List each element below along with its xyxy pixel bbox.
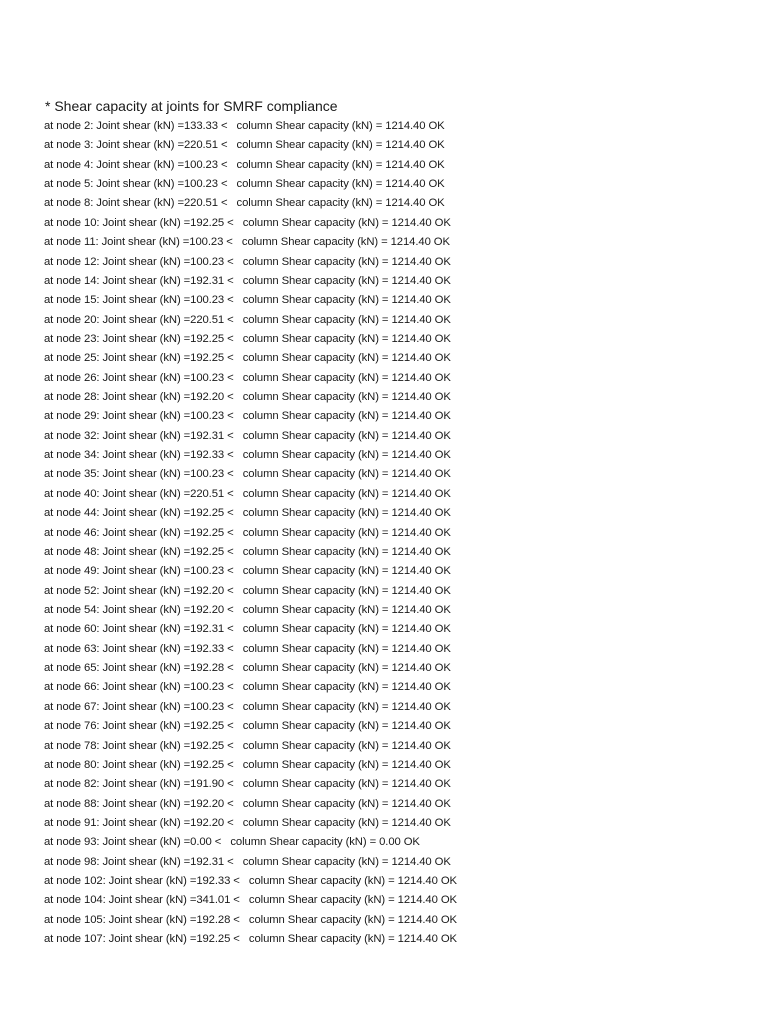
joint-shear-row: at node 23: Joint shear (kN) =192.25 < column Shear capacity (kN) = 1214.40 OK <box>44 332 451 345</box>
joint-shear-row: at node 93: Joint shear (kN) =0.00 < column Shear capacity (kN) = 0.00 OK <box>44 836 420 849</box>
joint-shear-row: at node 20: Joint shear (kN) =220.51 < column Shear capacity (kN) = 1214.40 OK <box>44 313 451 326</box>
joint-shear-row: at node 91: Joint shear (kN) =192.20 < column Shear capacity (kN) = 1214.40 OK <box>44 816 451 829</box>
joint-shear-row: at node 78: Joint shear (kN) =192.25 < column Shear capacity (kN) = 1214.40 OK <box>44 739 451 752</box>
joint-shear-row: at node 15: Joint shear (kN) =100.23 < column Shear capacity (kN) = 1214.40 OK <box>44 294 451 307</box>
joint-shear-list <box>44 117 744 949</box>
joint-shear-row: at node 107: Joint shear (kN) =192.25 < column Shear capacity (kN) = 1214.40 OK <box>44 933 457 946</box>
joint-shear-row: at node 32: Joint shear (kN) =192.31 < column Shear capacity (kN) = 1214.40 OK <box>44 429 451 442</box>
joint-shear-row: at node 82: Joint shear (kN) =191.90 < column Shear capacity (kN) = 1214.40 OK <box>44 778 451 791</box>
joint-shear-row: at node 98: Joint shear (kN) =192.31 < column Shear capacity (kN) = 1214.40 OK <box>44 855 451 868</box>
joint-shear-row: at node 12: Joint shear (kN) =100.23 < column Shear capacity (kN) = 1214.40 OK <box>44 255 451 268</box>
joint-shear-row: at node 76: Joint shear (kN) =192.25 < column Shear capacity (kN) = 1214.40 OK <box>44 720 451 733</box>
document-page <box>44 96 744 949</box>
joint-shear-row: at node 60: Joint shear (kN) =192.31 < column Shear capacity (kN) = 1214.40 OK <box>44 623 451 636</box>
joint-shear-row: at node 105: Joint shear (kN) =192.28 < column Shear capacity (kN) = 1214.40 OK <box>44 913 457 926</box>
joint-shear-row: at node 49: Joint shear (kN) =100.23 < column Shear capacity (kN) = 1214.40 OK <box>44 565 451 578</box>
joint-shear-row: at node 65: Joint shear (kN) =192.28 < column Shear capacity (kN) = 1214.40 OK <box>44 662 451 675</box>
joint-shear-row: at node 28: Joint shear (kN) =192.20 < column Shear capacity (kN) = 1214.40 OK <box>44 391 451 404</box>
joint-shear-row: at node 104: Joint shear (kN) =341.01 < column Shear capacity (kN) = 1214.40 OK <box>44 894 457 907</box>
joint-shear-row: at node 29: Joint shear (kN) =100.23 < column Shear capacity (kN) = 1214.40 OK <box>44 410 451 423</box>
document-title: * Shear capacity at joints for SMRF compliance <box>45 98 338 114</box>
joint-shear-row: at node 26: Joint shear (kN) =100.23 < column Shear capacity (kN) = 1214.40 OK <box>44 371 451 384</box>
joint-shear-row: at node 11: Joint shear (kN) =100.23 < column Shear capacity (kN) = 1214.40 OK <box>44 236 450 249</box>
joint-shear-row: at node 67: Joint shear (kN) =100.23 < column Shear capacity (kN) = 1214.40 OK <box>44 700 451 713</box>
joint-shear-row: at node 102: Joint shear (kN) =192.33 < column Shear capacity (kN) = 1214.40 OK <box>44 875 457 888</box>
joint-shear-row: at node 14: Joint shear (kN) =192.31 < column Shear capacity (kN) = 1214.40 OK <box>44 274 451 287</box>
joint-shear-row: at node 4: Joint shear (kN) =100.23 < column Shear capacity (kN) = 1214.40 OK <box>44 158 445 171</box>
joint-shear-row: at node 88: Joint shear (kN) =192.20 < column Shear capacity (kN) = 1214.40 OK <box>44 797 451 810</box>
joint-shear-row: at node 46: Joint shear (kN) =192.25 < column Shear capacity (kN) = 1214.40 OK <box>44 526 451 539</box>
joint-shear-row: at node 48: Joint shear (kN) =192.25 < column Shear capacity (kN) = 1214.40 OK <box>44 545 451 558</box>
joint-shear-row: at node 25: Joint shear (kN) =192.25 < column Shear capacity (kN) = 1214.40 OK <box>44 352 451 365</box>
joint-shear-row: at node 8: Joint shear (kN) =220.51 < column Shear capacity (kN) = 1214.40 OK <box>44 197 445 210</box>
joint-shear-row: at node 52: Joint shear (kN) =192.20 < column Shear capacity (kN) = 1214.40 OK <box>44 584 451 597</box>
joint-shear-row: at node 66: Joint shear (kN) =100.23 < column Shear capacity (kN) = 1214.40 OK <box>44 681 451 694</box>
joint-shear-row: at node 44: Joint shear (kN) =192.25 < column Shear capacity (kN) = 1214.40 OK <box>44 507 451 520</box>
joint-shear-row: at node 40: Joint shear (kN) =220.51 < column Shear capacity (kN) = 1214.40 OK <box>44 487 451 500</box>
joint-shear-row: at node 54: Joint shear (kN) =192.20 < column Shear capacity (kN) = 1214.40 OK <box>44 603 451 616</box>
joint-shear-row: at node 35: Joint shear (kN) =100.23 < column Shear capacity (kN) = 1214.40 OK <box>44 468 451 481</box>
joint-shear-row: at node 5: Joint shear (kN) =100.23 < column Shear capacity (kN) = 1214.40 OK <box>44 178 445 191</box>
joint-shear-row: at node 2: Joint shear (kN) =133.33 < column Shear capacity (kN) = 1214.40 OK <box>44 120 445 132</box>
joint-shear-row: at node 80: Joint shear (kN) =192.25 < column Shear capacity (kN) = 1214.40 OK <box>44 758 451 771</box>
joint-shear-row: at node 63: Joint shear (kN) =192.33 < column Shear capacity (kN) = 1214.40 OK <box>44 642 451 655</box>
joint-shear-row: at node 10: Joint shear (kN) =192.25 < column Shear capacity (kN) = 1214.40 OK <box>44 216 451 229</box>
joint-shear-row: at node 34: Joint shear (kN) =192.33 < column Shear capacity (kN) = 1214.40 OK <box>44 449 451 462</box>
joint-shear-row: at node 3: Joint shear (kN) =220.51 < column Shear capacity (kN) = 1214.40 OK <box>44 139 445 152</box>
